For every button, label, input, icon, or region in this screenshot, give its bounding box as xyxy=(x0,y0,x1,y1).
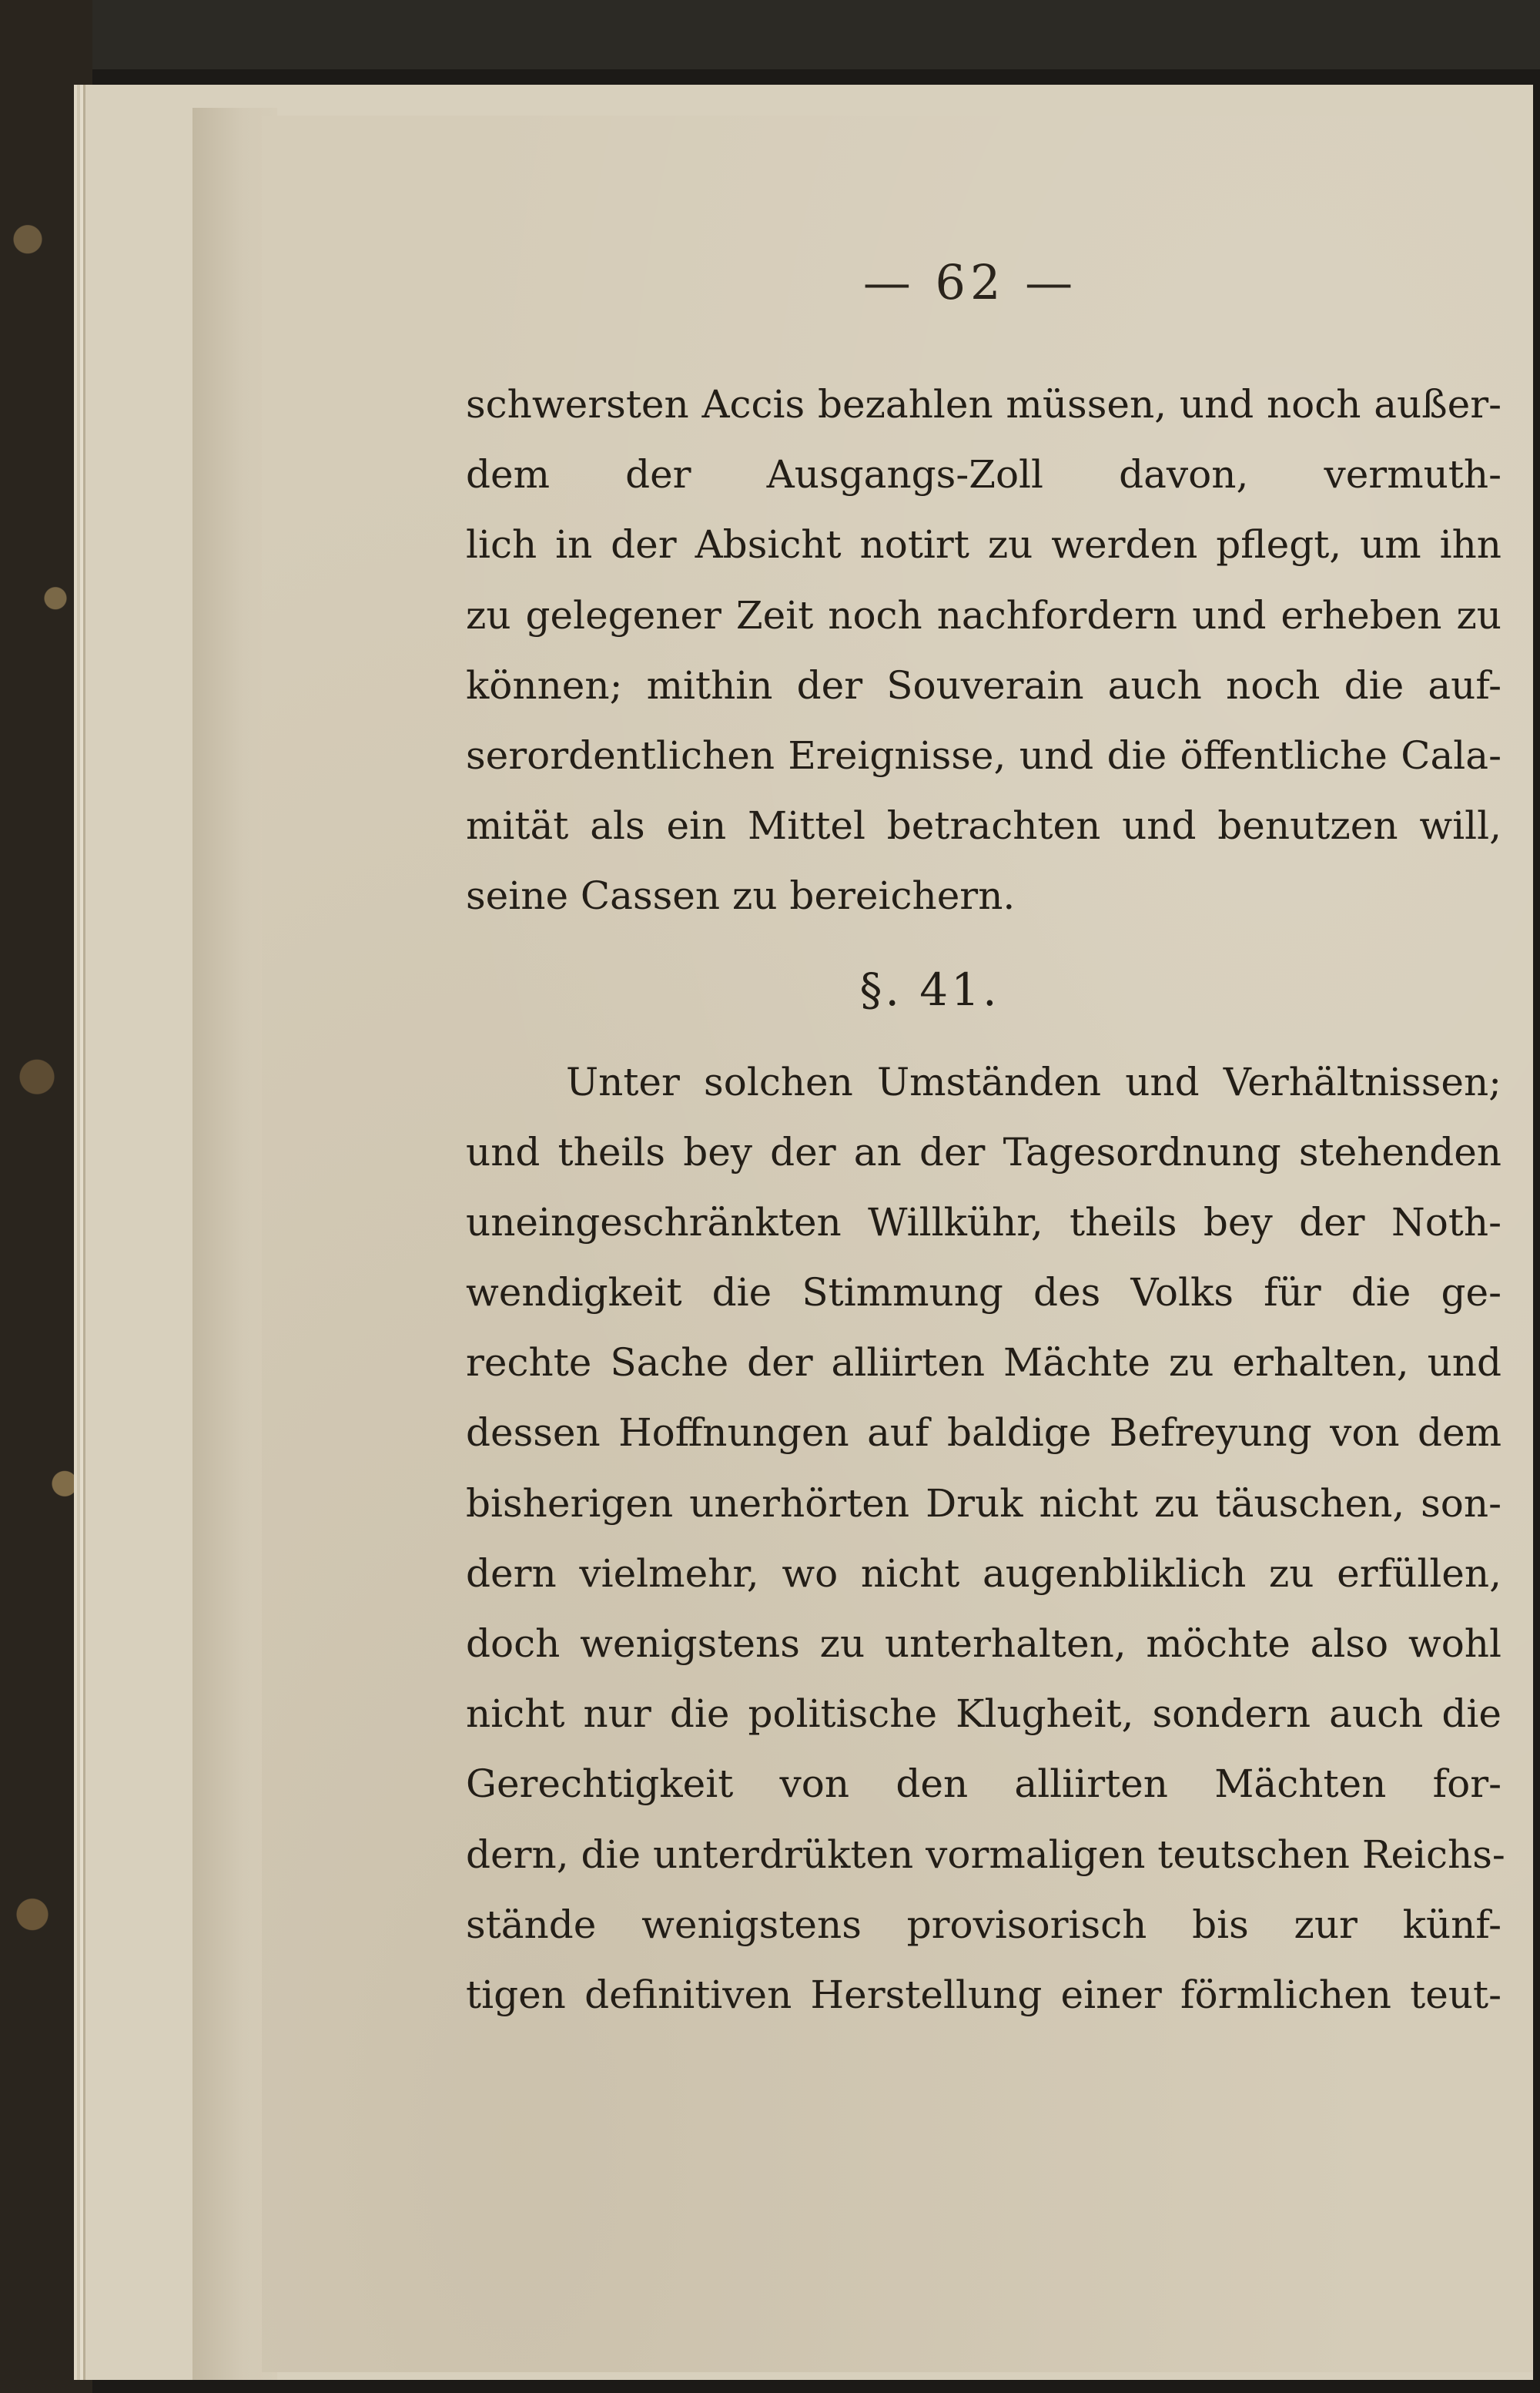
text-line: schwersten Accis bezahlen müssen, und noch außer- xyxy=(466,382,1502,427)
text-line: Gerechtigkeit von den alliirten Mächten for- xyxy=(466,1761,1502,1807)
text-line: tigen definitiven Herstellung einer förmlichen teut- xyxy=(466,1972,1502,2017)
text-line: und theils bey der an der Tagesordnung stehenden xyxy=(466,1129,1502,1175)
section-heading: §. 41. xyxy=(859,963,1000,1016)
text-line: wendigkeit die Stimmung des Volks für die ge- xyxy=(466,1270,1502,1315)
marbled-cover xyxy=(0,0,92,2393)
text-line: dern vielmehr, wo nicht augenbliklich zu erfüllen, xyxy=(466,1550,1502,1596)
page-text xyxy=(466,370,1505,2030)
text-line: serordentlichen Ereignisse, und die öffentliche Cala- xyxy=(466,732,1502,778)
text-line: dem der Ausgangs-Zoll davon, vermuth- xyxy=(466,452,1502,498)
text-line: Unter solchen Umständen und Verhältnissen; xyxy=(566,1059,1502,1104)
text-line: lich in der Absicht notirt zu werden pflegt, um ihn xyxy=(466,522,1502,568)
text-line: nicht nur die politische Klugheit, sondern auch die xyxy=(466,1691,1502,1737)
text-line: dern, die unterdrükten vormaligen teutschen Reichs- xyxy=(466,1832,1505,1877)
text-line: doch wenigstens zu unterhalten, möchte also wohl xyxy=(466,1621,1502,1666)
text-line: uneingeschränkten Willkühr, theils bey der Noth- xyxy=(466,1199,1502,1245)
text-line: zu gelegener Zeit noch nachfordern und erheben zu xyxy=(466,592,1502,638)
text-line: seine Cassen zu bereichern. xyxy=(466,873,1016,919)
text-line: rechte Sache der alliirten Mächte zu erhalten, und xyxy=(466,1340,1502,1386)
page-number: — 62 — xyxy=(862,254,1078,310)
text-line: können; mithin der Souverain auch noch die auf- xyxy=(466,662,1502,708)
text-line: bisherigen unerhörten Druk nicht zu täuschen, son- xyxy=(466,1480,1502,1526)
book-top-edge xyxy=(0,0,1540,69)
text-line: stände wenigstens provisorisch bis zur künf- xyxy=(466,1902,1502,1947)
text-line: dessen Hoffnungen auf baldige Befreyung von dem xyxy=(466,1410,1502,1456)
text-line: mität als ein Mittel betrachten und benutzen will, xyxy=(466,803,1502,849)
